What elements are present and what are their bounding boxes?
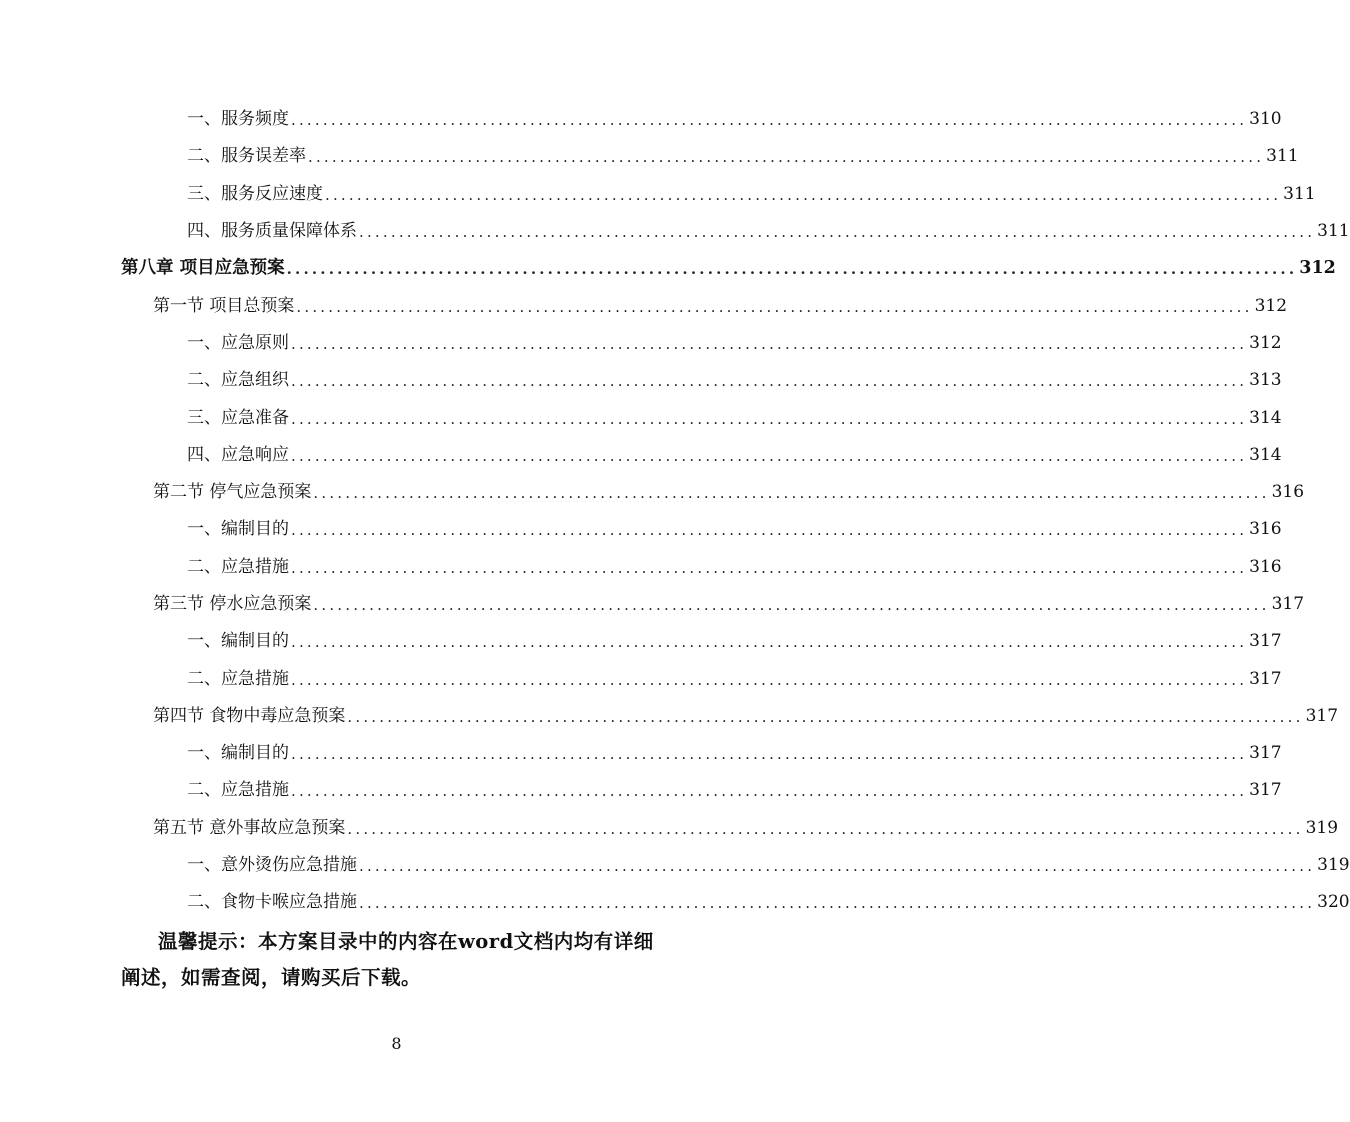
dot-leader: ........................................................................................................................ xyxy=(291,409,1248,428)
toc-entry-page: 316 xyxy=(1271,482,1305,503)
toc-entry-page: 310 xyxy=(1249,109,1282,130)
toc-entry[interactable] xyxy=(0,549,1282,586)
reminder-line-1: 温馨提示：本方案目录中的内容在word文档内均有详细 xyxy=(158,930,654,953)
dot-leader: ........................................................................................................................ xyxy=(291,446,1248,465)
toc-entry[interactable] xyxy=(0,325,1282,362)
dot-leader: ........................................................................................................................ xyxy=(291,670,1248,689)
toc-entry-page: 311 xyxy=(1317,221,1350,242)
reminder-line-2: 阐述，如需查阅，请购买后下载。 xyxy=(121,966,422,989)
toc-entry[interactable] xyxy=(0,250,1336,287)
toc-entry-page: 312 xyxy=(1249,332,1282,353)
dot-leader: ........................................................................................................................ xyxy=(291,111,1248,130)
toc-entry-page: 317 xyxy=(1249,780,1282,801)
toc-entry-label: 二、应急措施 xyxy=(187,668,289,689)
dot-leader: ........................................................................................................................ xyxy=(291,372,1248,391)
toc-entry-page: 317 xyxy=(1249,668,1282,689)
toc-entry[interactable] xyxy=(0,101,1282,138)
toc-entry-label: 第四节 食物中毒应急预案 xyxy=(153,705,346,726)
toc-entry[interactable] xyxy=(0,138,1299,175)
toc-entry-page: 316 xyxy=(1249,519,1282,540)
toc-entry[interactable] xyxy=(0,474,1305,511)
dot-leader: ........................................................................................................................ xyxy=(313,484,1270,503)
toc-entry[interactable] xyxy=(0,287,1288,324)
toc-entry[interactable] xyxy=(0,213,1350,250)
table-of-contents xyxy=(0,101,1350,922)
page-number: 8 xyxy=(391,1034,402,1053)
toc-entry-page: 314 xyxy=(1249,407,1282,428)
dot-leader: ........................................................................................................................ xyxy=(291,558,1248,577)
toc-entry[interactable] xyxy=(0,810,1339,847)
toc-entry[interactable] xyxy=(0,437,1282,474)
toc-entry-label: 第二节 停气应急预案 xyxy=(153,482,312,503)
toc-entry-page: 311 xyxy=(1266,146,1299,167)
toc-entry[interactable] xyxy=(0,399,1282,436)
reminder-note xyxy=(121,924,676,996)
toc-entry[interactable] xyxy=(0,772,1282,809)
dot-leader: ........................................................................................................................ xyxy=(291,334,1248,353)
toc-entry-page: 311 xyxy=(1283,183,1316,204)
dot-leader: ........................................................................................................................ xyxy=(291,745,1248,764)
toc-entry-label: 三、应急准备 xyxy=(187,407,289,428)
toc-entry-label: 一、意外烫伤应急措施 xyxy=(187,855,357,876)
toc-entry-page: 313 xyxy=(1249,370,1282,391)
dot-leader: ........................................................................................................................ xyxy=(291,782,1248,801)
toc-entry-label: 三、服务反应速度 xyxy=(187,183,323,204)
toc-entry-label: 二、应急措施 xyxy=(187,556,289,577)
toc-entry-label: 四、服务质量保障体系 xyxy=(187,221,357,242)
toc-entry[interactable] xyxy=(0,362,1282,399)
toc-entry-label: 一、编制目的 xyxy=(187,631,289,652)
dot-leader: ........................................................................................................................ xyxy=(359,894,1316,913)
dot-leader: ........................................................................................................................ xyxy=(347,819,1304,838)
dot-leader: ........................................................................................................................ xyxy=(291,521,1248,540)
dot-leader: ........................................................................................................................ xyxy=(286,260,1298,279)
toc-entry-page: 312 xyxy=(1299,258,1336,279)
toc-entry[interactable] xyxy=(0,511,1282,548)
toc-entry-label: 二、服务误差率 xyxy=(187,146,306,167)
toc-entry-label: 第三节 停水应急预案 xyxy=(153,594,312,614)
toc-entry-page: 319 xyxy=(1305,817,1339,838)
toc-entry[interactable] xyxy=(0,698,1339,735)
toc-entry-label: 第八章 项目应急预案 xyxy=(121,258,285,279)
dot-leader: ........................................................................................................................ xyxy=(291,633,1248,652)
toc-entry[interactable] xyxy=(0,735,1282,772)
toc-entry[interactable] xyxy=(0,847,1350,884)
toc-entry-page: 312 xyxy=(1254,295,1288,316)
toc-entry-label: 一、服务频度 xyxy=(187,109,289,130)
dot-leader: ........................................................................................................................ xyxy=(325,185,1282,204)
toc-entry-label: 四、应急响应 xyxy=(187,444,289,465)
dot-leader: ........................................................................................................................ xyxy=(359,857,1316,876)
toc-entry[interactable] xyxy=(0,586,1305,623)
toc-entry-label: 一、编制目的 xyxy=(187,743,289,764)
toc-entry-page: 317 xyxy=(1305,705,1339,726)
toc-entry-label: 二、应急措施 xyxy=(187,780,289,801)
toc-entry-label: 二、食物卡喉应急措施 xyxy=(187,892,357,913)
toc-entry-page: 314 xyxy=(1249,444,1282,465)
toc-entry-label: 一、应急原则 xyxy=(187,332,289,353)
toc-entry[interactable] xyxy=(0,884,1350,921)
toc-entry-page: 317 xyxy=(1249,631,1282,652)
dot-leader: ........................................................................................................................ xyxy=(296,297,1253,316)
toc-entry[interactable] xyxy=(0,623,1282,660)
dot-leader: ........................................................................................................................ xyxy=(313,596,1270,614)
dot-leader: ........................................................................................................................ xyxy=(347,707,1304,726)
toc-entry[interactable] xyxy=(0,660,1282,697)
toc-entry-label: 第五节 意外事故应急预案 xyxy=(153,817,346,838)
toc-entry-label: 二、应急组织 xyxy=(187,370,289,391)
toc-entry-page: 319 xyxy=(1317,855,1350,876)
toc-entry-page: 317 xyxy=(1249,743,1282,764)
toc-entry-page: 317 xyxy=(1271,594,1305,614)
toc-entry-label: 第一节 项目总预案 xyxy=(153,295,295,316)
toc-entry-label: 一、编制目的 xyxy=(187,519,289,540)
toc-entry[interactable] xyxy=(0,176,1316,213)
toc-entry-page: 320 xyxy=(1317,892,1350,913)
toc-entry-page: 316 xyxy=(1249,556,1282,577)
dot-leader: ........................................................................................................................ xyxy=(308,148,1265,167)
dot-leader: ........................................................................................................................ xyxy=(359,223,1316,242)
